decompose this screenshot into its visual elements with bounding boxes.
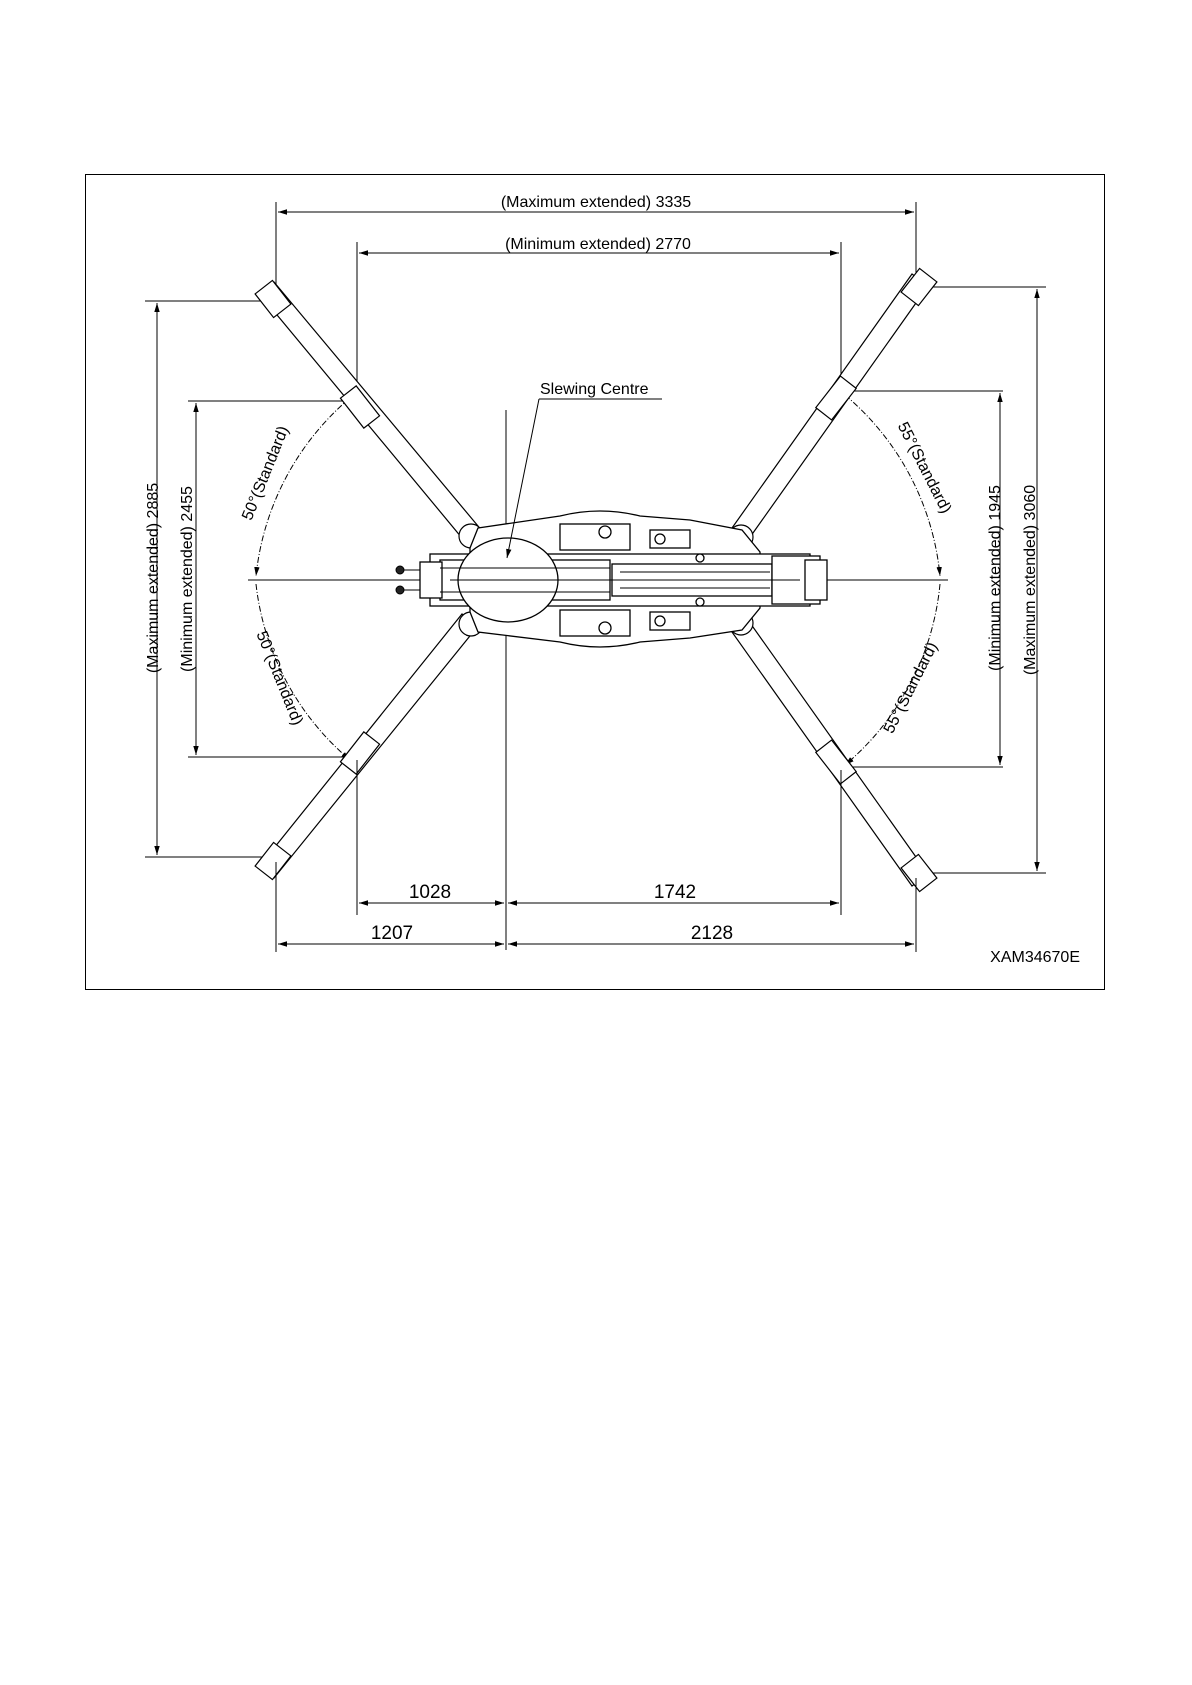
- dim-top-max-extended: (Maximum extended) 3335: [500, 194, 692, 211]
- dim-left-max-extended: (Maximum extended) 2885: [145, 482, 162, 674]
- left-dimension-lines: [145, 301, 350, 857]
- centre-lines: [248, 410, 948, 950]
- slewing-centre-label: Slewing Centre: [540, 381, 649, 398]
- dim-bottom-1028: 1028: [408, 882, 452, 903]
- dim-bottom-1207: 1207: [370, 923, 414, 944]
- outrigger-leg-lower-right: [729, 611, 937, 892]
- top-dimension-lines: [276, 202, 916, 395]
- outrigger-leg-upper-left: [255, 280, 483, 548]
- dim-left-min-extended: (Minimum extended) 2455: [179, 486, 196, 672]
- drawing-code: XAM34670E: [990, 949, 1080, 966]
- dim-right-min-extended: (Minimum extended) 1945: [987, 485, 1004, 671]
- angle-right-lower: 55°(Standard): [880, 639, 942, 737]
- outrigger-leg-lower-left: [252, 612, 483, 880]
- angle-left-lower: 50°(Standard): [252, 628, 306, 728]
- angle-right-upper: 55°(Standard): [893, 419, 955, 517]
- dim-bottom-1742: 1742: [653, 882, 697, 903]
- dim-right-max-extended: (Maximum extended) 3060: [1022, 484, 1039, 676]
- dim-top-min-extended: (Minimum extended) 2770: [505, 236, 691, 253]
- angle-left-upper: 50°(Standard): [239, 423, 293, 523]
- dim-bottom-2128: 2128: [690, 923, 734, 944]
- outrigger-leg-upper-right: [729, 268, 937, 549]
